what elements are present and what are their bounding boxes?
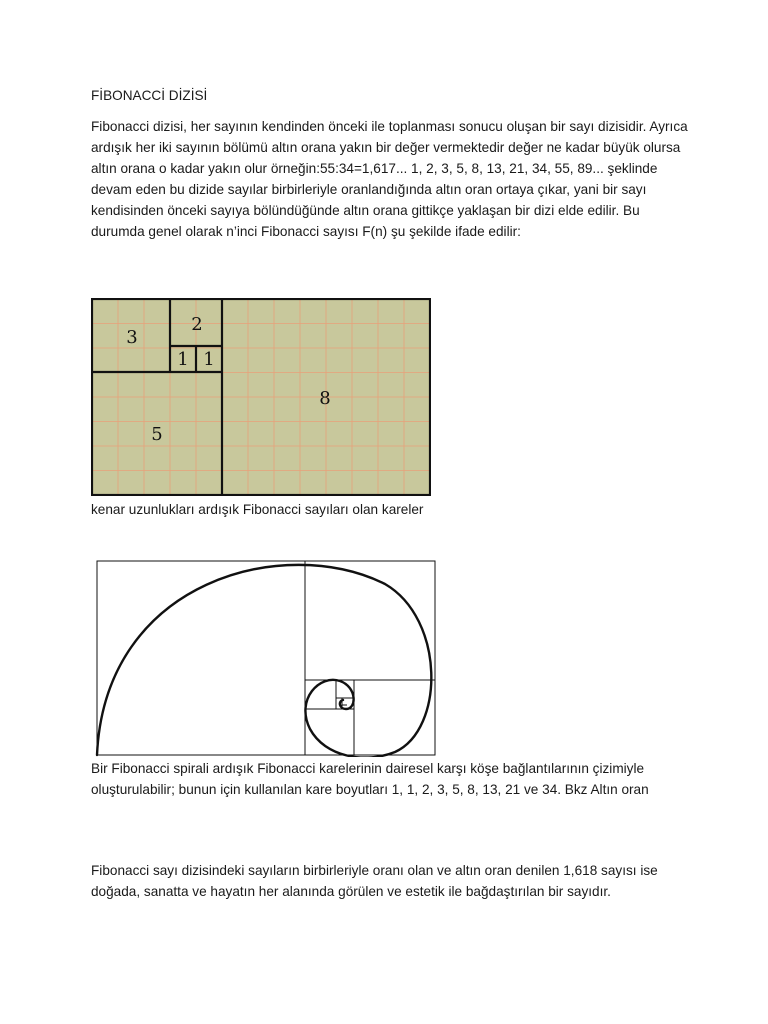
intro-paragraph: Fibonacci dizisi, her sayının kendinden önceki ile toplanması sonucu oluşan bir sayı dizisidir. Ayrıca ardışık her iki sayının bölümü altın orana yakın bir değer vermektedir değer ne kadar büyük olursa altın orana o kadar yakın olur örneğin:55:34=1,617... 1, 2, 3, 5, 8, 13, 21, 34, 55, 89... şeklinde devam eden bu dizide sayılar birbirleriyle oranlandığında altın oran ortaya çıkar, yani bir sayı kendisinden önceki sayıya bölündüğünde altın orana gittikçe yaklaşan bir dizi elde edilir. Bu durumda genel olarak n’inci Fibonacci sayısı F(n) şu şekilde ifade edilir: (91, 119, 688, 239)
square-label-8: 8 (319, 388, 331, 409)
square-label-5: 5 (151, 424, 163, 445)
squares-caption: kenar uzunlukları ardışık Fibonacci sayıları olan kareler (91, 502, 424, 517)
closing-paragraph: Fibonacci sayı dizisindeki sayıların birbirleriyle oranı olan ve altın oran denilen 1,618 sayısı ise doğada, sanatta ve hayatın her alanında görülen ve estetik ile bağdaştırılan bir sayıdır. (91, 863, 658, 899)
fibonacci-spiral-figure (95, 559, 437, 757)
square-label-3: 3 (126, 327, 138, 348)
spiral-outer-rectangle (97, 561, 435, 755)
spiral-squares (97, 561, 435, 755)
page-title: FİBONACCİ DİZİSİ (91, 88, 208, 103)
square-label-1b: 1 (203, 349, 215, 370)
golden-spiral-curve (97, 565, 431, 757)
spiral-caption: Bir Fibonacci spirali ardışık Fibonacci karelerinin dairesel karşı köşe bağlantılarının çizimiyle oluşturulabilir; bunun için kullanılan kare boyutları 1, 1, 2, 3, 5, 8, 13, 21 ve 34. Bkz Altın oran (91, 761, 649, 797)
square-label-1a: 1 (177, 349, 189, 370)
square-label-2: 2 (191, 314, 203, 335)
fibonacci-squares-figure (91, 298, 431, 496)
